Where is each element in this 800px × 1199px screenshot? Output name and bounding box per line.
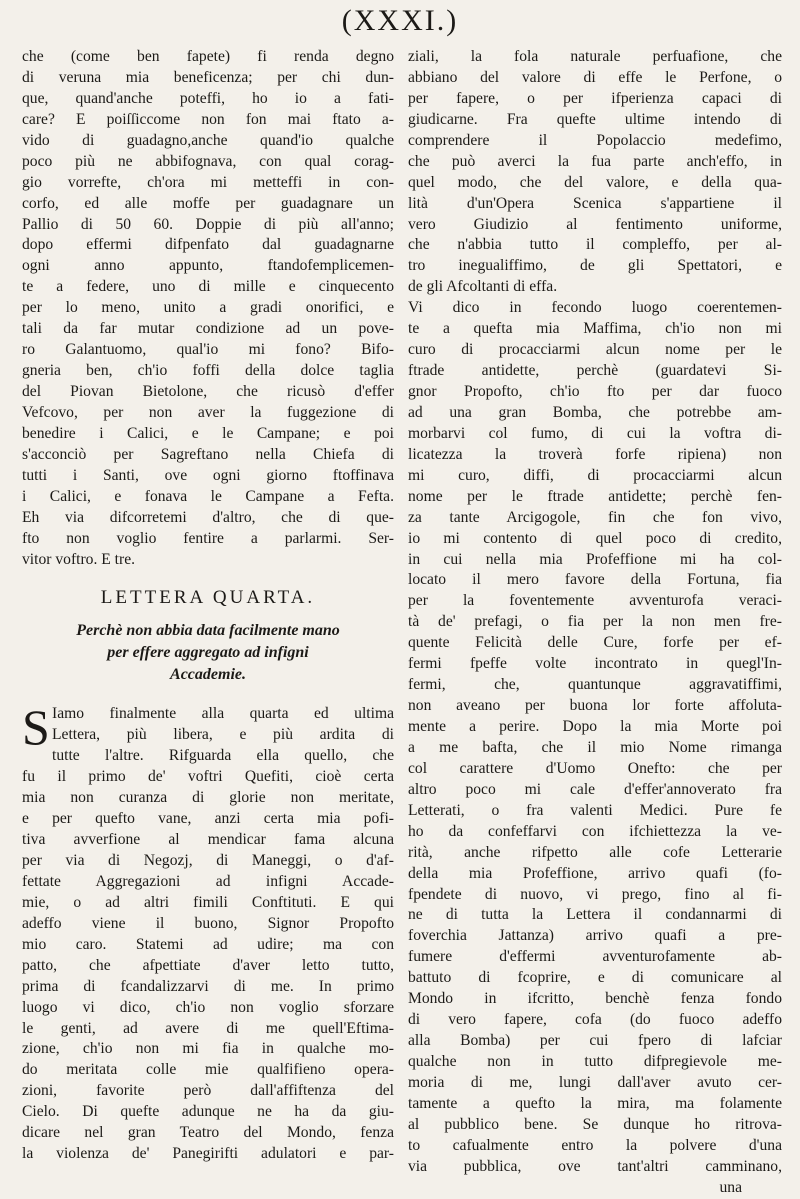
text-line: dopo effermi difpenfato dal guadagnarne (22, 236, 394, 254)
text-line: qualche non in tutto difpregievole me- (408, 1053, 782, 1070)
text-line: benedire i Calici, e le Campane; e poi (22, 424, 394, 442)
text-line: mio caro. Statemi ad udire; ma con (22, 935, 394, 953)
letter-subtitle (22, 620, 394, 686)
text-line: Cielo. Di quefte adunque ne ha da giu- (22, 1103, 394, 1121)
text-line: Mondo in ifcritto, benchè fenza fondo (408, 990, 782, 1008)
text-line: s'acconciò per Sagreftano nella Chiefa di (22, 445, 394, 463)
subtitle-line: per effere aggregato ad infigni (107, 644, 309, 662)
text-line: per fapere, o per ifperienza capaci di (408, 89, 782, 107)
text-line: tiva avverfione al mendicar fama alcuna (22, 831, 394, 849)
left-bottom-text (22, 746, 394, 1165)
text-line: de gli Afcoltanti di effa. (408, 278, 558, 296)
text-line: che (come ben fapete) fi renda degno (22, 48, 394, 65)
text-line: non aveano per buona lor forte affoluta- (408, 697, 782, 715)
text-line: Pallio di 50 60. Doppie di più all'anno; (22, 215, 394, 233)
text-line: Vi dico in fecondo luogo coerentemen- (408, 299, 782, 317)
text-line: corfo, ed alle moffe per guadagnare un (22, 194, 394, 212)
text-line: tutti i Santi, ove ogni giorno ftoffinava (22, 466, 394, 484)
text-line: rità, anche rifpetto alle cofe Letterarie (408, 843, 782, 861)
text-line: e per quefto vane, anzi certa mia pofi- (22, 810, 394, 828)
text-line: fettate Aggregazioni ad infigni Accade- (22, 872, 394, 890)
text-line: mie, o ad altri fimili Conftituti. E qui (22, 893, 394, 911)
text-line: fu il primo de' voftri Quefiti, cioè certa (22, 768, 394, 786)
text-line: comprendere il Popolaccio medefimo, (408, 131, 782, 149)
text-line: prima di fcandalizzarvi di me. In primo (22, 977, 394, 995)
text-line: i Calici, e fonava le Campane a Fefta. (22, 487, 394, 505)
text-line: la violenza de' Panegirifti adulatori e par- (22, 1145, 394, 1163)
text-line: Iamo finalmente alla quarta ed ultima (52, 705, 394, 723)
text-line: poco più ne abbifognava, con qual corag- (22, 152, 394, 170)
text-line: io mi contento di quel poco di credito, (408, 529, 782, 547)
drop-cap: S (22, 699, 50, 756)
text-line: quel modo, che del valore, e della qua- (408, 173, 782, 191)
text-line: quente Felicità delle Cure, forfe per ef- (408, 634, 782, 652)
text-line: zioni, favorite però dall'affiftenza del (22, 1082, 394, 1100)
text-line: che n'abbia tutto il compleffo, per al- (408, 236, 782, 254)
text-line: do meritata colle mie qualfifieno opera- (22, 1061, 394, 1079)
text-line: fto non voglio fentire a parlarmi. Ser- (22, 529, 394, 547)
text-line: te a quefta mia Maffima, ch'io non mi (408, 320, 782, 338)
text-line: a me bafta, che il mio Nome rimanga (408, 738, 782, 756)
text-line: col carattere d'Uomo Onefto: che per (408, 759, 782, 777)
text-line: ne di tutta la Lettera il condannarmi di (408, 906, 782, 924)
text-line: tali da far mutar condizione ad un pove- (22, 320, 394, 338)
text-line: tà de' prefagi, o fia per la non men fre- (408, 613, 782, 631)
subtitle-line: Perchè non abbia data facilmente mano (76, 622, 340, 640)
text-line: altro poco mi cale d'effer'annoverato fra (408, 780, 782, 798)
text-line: gio vorrefte, ch'ora mi metteffi in con- (22, 173, 394, 191)
text-line: to cafualmente entro la polvere d'una (408, 1136, 782, 1154)
left-column (22, 47, 394, 1165)
text-line: al pubblico bene. Se dunque ho ritrova- (408, 1115, 782, 1133)
text-line: ad una gran Bomba, che potrebbe am- (408, 403, 782, 421)
text-line: za tante Arcigogole, fin che fon vivo, (408, 508, 782, 526)
text-line: fumere d'effermi avventurofamente ab- (408, 948, 782, 966)
text-line: foverchia Jattanza) arrivo quafi a pre- (408, 927, 782, 945)
text-line: giudicarne. Fra quefte ultime intendo di (408, 110, 782, 128)
text-line: mente a perire. Dopo la mia Morte poi (408, 718, 782, 735)
text-line: locato il mero favore della Fortuna, fia (408, 571, 782, 589)
left-top-text (22, 47, 394, 570)
text-line: moria di me, lungi dall'aver avuto cer- (408, 1073, 782, 1091)
text-line: le genti, ad avere di me quell'Eftima- (22, 1019, 394, 1037)
text-line: fermi fpeffe volte incontrato in quegl'In- (408, 655, 782, 673)
text-line: vido di guadagno,anche quand'io qualche (22, 131, 394, 149)
text-line: del Piovan Bietolone, che ricusò d'effer (22, 383, 394, 400)
text-line: ogni anno appunto, ftandofemplicemen- (22, 257, 394, 275)
right-column (408, 47, 782, 1199)
spacer (22, 686, 394, 704)
text-line: vitor voftro. E tre. (22, 550, 136, 568)
text-line: zione, ch'io non mi fia in qualche mo- (22, 1040, 394, 1058)
text-line: curo di procacciarmi alcun nome per le (408, 341, 782, 359)
text-line: ftrade antidette, perchè (guardatevi Si- (408, 362, 782, 380)
text-line: que, quand'anche poteffi, ho io a fati- (22, 89, 394, 107)
text-line: licatezza la troverà forfe ripiena) non (408, 445, 782, 463)
text-line: patto, che afpettiate d'aver letto tutto, (22, 956, 394, 974)
text-line: mi curo, diffi, di procacciarmi alcun (408, 466, 782, 484)
text-line: alla Bomba) per cui fpero di lafciar (408, 1032, 782, 1050)
subtitle-line: Accademie. (170, 666, 246, 684)
text-line: gneria ben, ch'io foffi della dolce taglia (22, 362, 394, 380)
text-line: care? E poiſſiccome non fon mai ftato a- (22, 110, 394, 128)
text-line: nome per le ftrade antidette; perchè fen- (408, 487, 782, 505)
text-line: di vero fapere, cofa (do fuoco adeffo (408, 1011, 782, 1029)
text-line: della mia Profeffione, arrivo quafi (fo- (408, 864, 782, 882)
text-line: vero Giudizio al fentimento uniforme, (408, 215, 782, 233)
text-line: gnor Propofto, ch'io fto per dar fuoco (408, 383, 782, 400)
text-line: abbiano del valore di effe le Perfone, o (408, 68, 782, 86)
text-line: di veruna mia beneficenza; per chi dun- (22, 68, 394, 86)
text-line: fpendete di nuovo, vi prego, fino al fi- (408, 885, 782, 903)
text-line: tamente a quefto la mira, ma folamente (408, 1094, 782, 1112)
text-line: per la foventemente avventurofa veraci- (408, 592, 782, 610)
text-line: te a federe, uno di mille e cinquecento (22, 278, 394, 296)
text-line: Eh via difcorretemi d'altro, che di que- (22, 508, 394, 526)
text-line: ho da confeffarvi con ifchiettezza la ve- (408, 822, 782, 840)
text-line: ziali, la fola naturale perfuafione, che (408, 48, 782, 65)
text-line: Lettera, più libera, e più ardita di (52, 726, 394, 744)
letter-heading: LETTERA QUARTA. (100, 587, 316, 609)
text-line: Letterati, o fra valenti Medici. Pure fe (408, 801, 782, 819)
text-line: luogo vi dico, ch'io non voglio sforzare (22, 998, 394, 1016)
text-line: mia non curanza di glorie non meritate, (22, 789, 394, 807)
text-line: tutte l'altre. Rifguarda ella quello, che (52, 747, 394, 765)
text-line: ro Galantuomo, qual'io mi fono? Bifo- (22, 341, 394, 359)
text-line: in cui nella mia Profeffione mi ha col- (408, 550, 782, 568)
text-line: tro inegualiffimo, de gli Spettatori, e (408, 257, 782, 275)
text-line: battuto di fcoprire, e di comunicare al (408, 969, 782, 987)
text-line: per via di Negozj, di Maneggi, o d'af- (22, 852, 394, 869)
text-line: dicare nel gran Teatro del Mondo, fenza (22, 1124, 394, 1142)
text-line: per lo meno, unito a gradi onorifici, e (22, 299, 394, 317)
text-line: Vefcovo, per non aver la fuggezione di (22, 403, 394, 421)
text-line: via pubblica, ove tant'altri camminano, (408, 1157, 782, 1175)
page-header: (XXXI.) (341, 4, 459, 37)
text-line: fermi, che, quantunque aggravatiffimi, (408, 676, 782, 694)
text-line: morbarvi col fumo, di cui la voftra di- (408, 424, 782, 442)
text-line: lità d'un'Opera Scenica s'appartiene il (408, 194, 782, 212)
text-line: adeffo viene il buono, Signor Propofto (22, 914, 394, 932)
text-line: una (719, 1178, 742, 1196)
text-line: che può averci la fua parte anch'effo, in (408, 152, 782, 170)
